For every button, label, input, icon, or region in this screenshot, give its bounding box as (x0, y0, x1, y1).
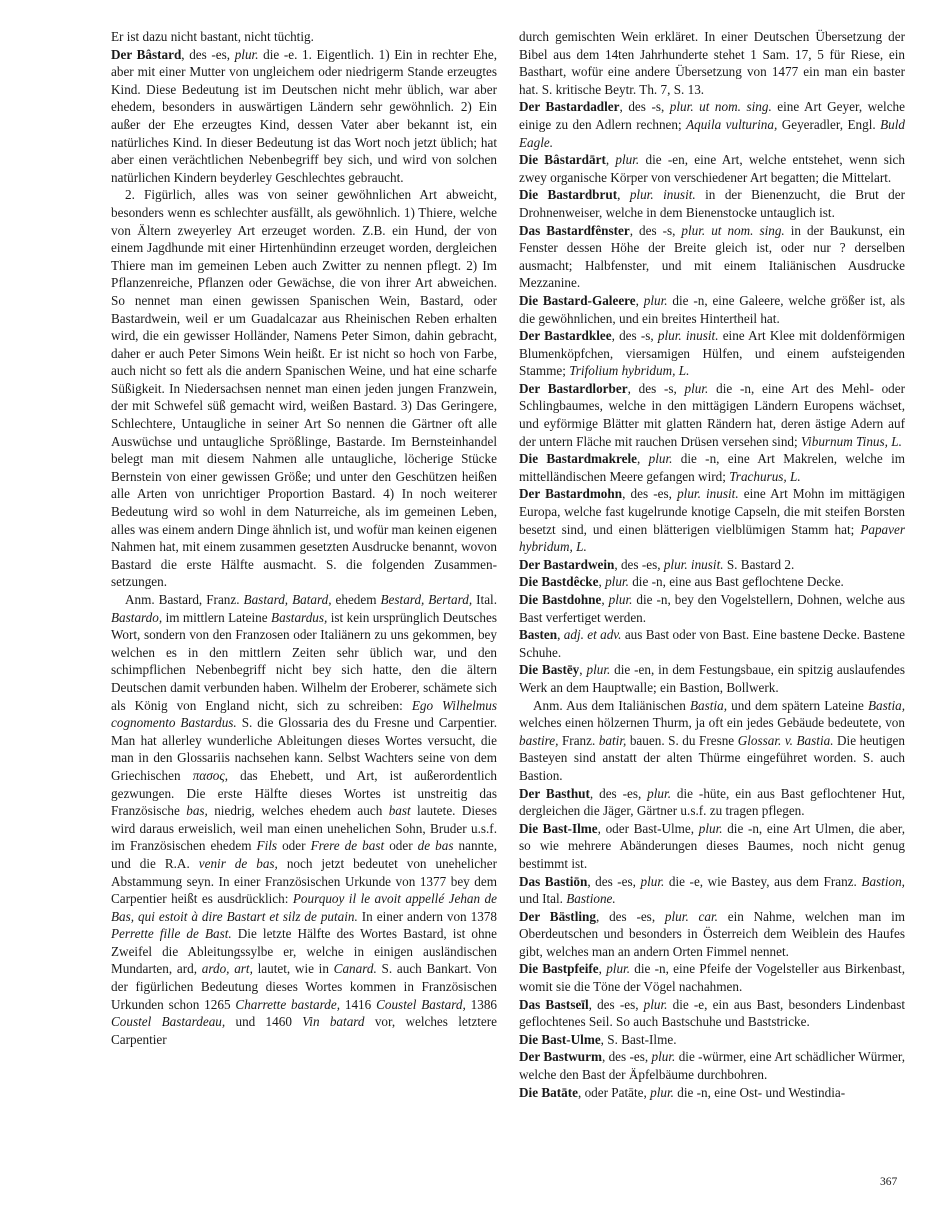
headword: Der Bästling (519, 908, 596, 924)
entry-text: lautete. Dieses wird daraus erweislich, weil man einen unehelichen Sohn, Bruder u.s.f. im Französischen ehedem (111, 803, 497, 854)
italic-text: Glossar. v. Bastia. (737, 732, 834, 748)
entry-text: in der Baukunst, ein Fenster dessen Höhe der Breite gleich ist, oder nur ? derselben ausmacht; Halbfenster, und mit einem Italiänischen Ausdrucke Mezzanine. (519, 222, 905, 291)
italic-text: Perrette fille de Bast. (111, 926, 232, 942)
italic-text: plur. (608, 592, 633, 607)
entry-text: Anm. Aus dem Italiänischen (533, 697, 690, 713)
right-entry (519, 996, 905, 1031)
right-entry (519, 960, 905, 995)
entry-text: die -en, eine Art, welche entstehet, wenn sich zwey organische Körper von verschiedener Art begatten; die Mittelart. (519, 152, 905, 185)
entry-text: , (579, 662, 587, 678)
headword: Das Bastseīl (519, 996, 589, 1012)
italic-text: ardo, art, (201, 961, 253, 977)
headword: Basten (519, 627, 558, 643)
italic-text: Bestard, Bertard, (380, 592, 473, 607)
entry-text: die -würmer, eine Art schädlicher Würmer, welche den Bast der Äpfelbäume durchbohren. (519, 1049, 906, 1083)
headword: Die Bâstardārt (519, 152, 606, 168)
italic-text: Charrette bastarde, (235, 996, 341, 1012)
italic-text: plur. inusit. (663, 556, 724, 572)
entry-text: Die letzte Hälfte des Wortes Bastard, ist ohne Zweifel die Ableitungssylbe er, welche in einigen ausländischen Mundarten, ard, (111, 926, 497, 977)
right-entry (519, 820, 905, 873)
italic-text: Coustel Bastard, (376, 996, 466, 1012)
entry-text: vor, welches letztere Carpentier (111, 1014, 498, 1047)
right-entry (519, 873, 905, 908)
entry-text: , des -es, (181, 46, 235, 62)
italic-text: plur. (643, 996, 668, 1012)
right-entry (519, 292, 905, 327)
entry-text: Er ist dazu nicht bastant, nicht tüchtig. (111, 29, 314, 44)
entry-text: S. Bastard 2. (723, 556, 795, 572)
entry-text: die -en, in dem Festungsbaue, ein spitzig auslaufendes Werk an dem Hauptwalle; ein Bastion, Bollwerk. (519, 662, 906, 695)
entry-text: ist kein ursprünglich Deutsches Wort, sondern von den Franzosen oder Italiänern zu uns gekommen, bey welchen es in den mittlern Zeiten sehr üblich war, und den schimpflichen Nebenbegriff nicht bey sich hatte, den die ältern Deutschen damit verbunden haben. Wilhelm der Eroberer, schämete sich als König von England nicht, sich zu schreiben: (111, 609, 497, 713)
entry-text: 1386 (465, 996, 498, 1012)
entry-text: Anm. Bastard, Franz. (125, 592, 244, 607)
italic-text: plur. (648, 451, 673, 467)
italic-text: Bastardus, (271, 609, 328, 625)
headword: Die Bastard-Galeere (519, 292, 636, 308)
right-entry (519, 450, 905, 485)
entry-text: , oder Bast-Ulme, (597, 820, 699, 836)
entry-text: , (598, 574, 606, 590)
entry-text: In einer andern von 1378 (357, 908, 497, 924)
italic-text: plur. (586, 662, 611, 678)
italic-text: Trifolium hybridum, L. (569, 363, 690, 379)
italic-text: batir, (598, 732, 627, 748)
entry-text: Franz. (558, 732, 599, 748)
italic-text: Ego Wilhelmus cognomento Bastardus. (111, 697, 497, 731)
headword: Der Bastardwein (519, 556, 615, 572)
headword: Das Bastardfênster (519, 222, 630, 238)
entry-text: die -n, eine Ost- und Westindia- (673, 1084, 846, 1100)
left-entry (111, 46, 497, 187)
entry-text: nannte, und die R.A. (111, 838, 497, 871)
right-entry (519, 661, 905, 696)
entry-text: , oder Patāte, (577, 1084, 651, 1100)
italic-text: Vin batard (302, 1014, 365, 1030)
entry-text: durch gemischten Wein erkläret. In einer Deutschen Übersetzung der Bibel aus dem 14ten Jahrhunderte stehet 1 Sam. 17, 5 für Riese, ein Basthart, wofür eine andere Übersetzung von 1477 ein man ein baster hat. S. kritische Beytr. Th. 7, S. 13. (519, 29, 905, 97)
right-entry (519, 485, 905, 555)
italic-text: πασος (192, 767, 225, 783)
entry-text: oder (277, 838, 311, 854)
entry-text: 2. Figürlich, alles was von seiner gewöhnlichen Art abweicht, besonders wenn es schlechter ausfällt, als gewöhnlich. 1) Thiere, welche von Ältern zweyerley Art erzeuget worden. Z.B. ein Hund, der von einem Jagdhunde mit einer Hirtenhündinn erzeuget worden, dergleichen Thiere man im gemeinen Leben auch Zwitter zu nennen pflegt. 2) Im Pflanzenreiche, Pflanzen oder Gewächse, die von ihrer Art abweichen. So nennet man einen gewissen Spanischen Wein, Bastard, oder Bastardwein, weil er um Guadalcazar aus Rheinischen Reben erhalten wird, die ein gewisser Holländer, Namens Peter Simon, dahin gebracht, daher er auch Peter Simons Wein heißt. Er ist nicht so hoch von Farbe, auch nicht so fett als die andern Spanischen Weine, und hat eine scharfe Süßigkeit. In Niedersachsen nennet man einen jeden jungen Franzwein, der mit Schwefel süß gemacht wird, weißen Bastard. 3) Das Geringere, Schlechtere, Untaugliche in seiner Art So nennen die Gärtner oft alle Auswüchse und untaugliche Sprößlinge, Bastarde. Im Bernsteinhandel belegt man mit diesem Nahmen alle untaugliche, löcherige Stücke Bernstein von einer gewissen Größe; und unter den Geschützen heißen alle Arten von unrichtiger Proportion Bastard. 4) In noch weiterer Bedeutung wird so wohl in dem Naturreiche, als im gemeinen Leben, alles was einem andern Dinge ähnlich ist, und wofür man keinen eigenen Nahmen hat, mit einem zusammen gesetzten Ausdrucke benannt, wovon Bastard die erste Hälfte ausmacht. S. die folgenden Zusammensetzungen. (111, 187, 497, 590)
headword: Der Bastwurm (519, 1049, 602, 1065)
italic-text: adj. et adv. (563, 627, 622, 643)
entry-text: , des -es, (622, 486, 678, 502)
italic-text: Papaver hybridum, L. (519, 521, 905, 555)
italic-text: Bastia, (690, 697, 727, 713)
right-column (519, 28, 905, 1101)
entry-text: die -n, eine Art des Mehl- oder Schlingbaumes, welche in den mittägigen Ländern Europens wächset, und eyförmige Blätter mit glatten Rändern hat, deren ästige Adern auf der untern Fläche mit rauchen Drüsen versehen sind; (519, 380, 906, 449)
italic-text: Buld Eagle. (519, 116, 905, 150)
italic-text: plur. inusit. (677, 486, 739, 502)
entry-text: ein Nahme, welchen man im Oberdeutschen und besonders in Österreich dem Weiblein des Haufes gibt, welches man an andern Orten Fimmel nennet. (519, 908, 905, 959)
right-entry (519, 186, 905, 221)
italic-text: Pourquoy il le avoit appellé Jehan de Bas, qui estoit à dire Bastart et silz de putain. (111, 891, 497, 924)
italic-text: plur. (606, 961, 631, 977)
entry-text: , des -s, (627, 380, 685, 396)
entry-text: die -n, eine Galeere, welche größer ist, als die gewöhnlichen, und ein breites Hintertheil hat. (519, 292, 905, 326)
headword: Die Bastdêcke (519, 574, 599, 590)
entry-text: 1416 (340, 996, 377, 1012)
entry-text: die -e. 1. Eigentlich. 1) Ein in rechter Ehe, aber mit einer Mutter von ungleichem oder niedrigerm Stande erzeugtes Kind. Diese Bedeutung ist im Deutschen nicht mehr üblich, war aber ehedem, besonders in auswärtigen Ländern sehr gewöhnlich. 2) Ein außer der Ehe erzeugtes Kind, dessen Vater aber bekannt ist, ein natürliches Kind. In dieser Bedeutung ist das Wort noch jetzt üblich; hat aber einen verächtlichen Nebenbegriff bey sich, und wird von solchen natürlichen Kindern beyderley Geschlechtes gebraucht. (111, 46, 497, 185)
entry-text: die -n, eine Pfeife der Vogelsteller aus Birkenbast, womit sie die Töne der Vögel nachahmen. (519, 961, 905, 995)
entry-text: die -n, eine Art Ulmen, die aber, so wie mehrere Abänderungen dieses Baumes, noch nicht genug bestimmt ist. (519, 820, 905, 871)
page-number: 367 (880, 1176, 898, 1188)
entry-text: eine Art Geyer, welche einige zu den Adlern rechnen; (519, 99, 905, 132)
italic-text: Bastion, (861, 873, 905, 889)
headword: Die Bastardbrut (519, 187, 618, 203)
headword: Der Bastardklee (519, 328, 612, 344)
entry-text: , des -s, (629, 222, 682, 238)
italic-text: bas, (186, 803, 208, 819)
right-entry (519, 151, 905, 186)
italic-text: plur. (698, 820, 723, 836)
italic-text: plur. (605, 574, 629, 590)
entry-text: , (617, 187, 630, 203)
left-entry (111, 28, 497, 46)
headword: Der Bastardlorber (519, 380, 628, 396)
entry-text: noch jetzt bedeutet von unehelicher Abstammung seyn. In einer Französischen Urkunde von 1377 bey dem Carpentier heißt es ausdrücklich: (111, 855, 497, 907)
entry-text: , des -s, (611, 328, 658, 344)
entry-text: S. auch Bankart. Von der figürlichen Bedeutung dieses Wortes kommen in Französischen Urkunden schon 1265 (111, 961, 498, 1012)
right-entry (519, 380, 905, 450)
italic-text: plur. car. (664, 908, 718, 924)
entry-text: die -n, bey den Vogelstellern, Dohnen, welche aus Bast verfertiget werden. (519, 592, 906, 625)
right-entry (519, 98, 905, 151)
italic-text: plur. (640, 873, 665, 889)
entry-text: , des -s, (619, 99, 670, 115)
entry-text: , (601, 592, 609, 607)
headword: Die Bastdohne (519, 592, 602, 607)
entry-text: , das Ehebett, und Art, ist außerordentlich gezwungen. Die erste Hälfte dieses Wortes ist unstreitig das Französische (111, 767, 497, 819)
headword: Die Batāte (519, 1084, 578, 1100)
italic-text: bastire, (519, 732, 559, 748)
entry-text: , des -es, (588, 996, 644, 1012)
headword: Die Bastēy (519, 662, 580, 678)
italic-text: Frere de bast (310, 838, 385, 854)
right-entry (519, 1031, 905, 1049)
headword: Die Bastpfeife (519, 961, 599, 977)
italic-text: plur. (643, 292, 668, 308)
entry-text: Ital. (472, 592, 498, 607)
right-entry (519, 697, 905, 785)
italic-text: plur. (684, 380, 709, 396)
right-entry (519, 222, 905, 292)
entry-text: , des -es, (614, 556, 664, 572)
entry-text: S. die Glossaria des du Fresne und Carpentier. Man hat allerley wunderliche Ableitungen dieses Wortes versucht, die man in den Glossariis nachsehen kann. Selbst Wachters seine von dem Griechischen (111, 715, 497, 783)
italic-text: plur. inusit. (629, 187, 696, 203)
italic-text: plur. inusit. (657, 328, 719, 344)
entry-text: , des -es, (601, 1049, 652, 1065)
headword: Die Bastardmakrele (519, 451, 637, 467)
entry-text: die -n, eine aus Bast geflochtene Decke. (628, 574, 844, 590)
entry-text: eine Art Mohn im mittägigen Europa, welche fast kugelrunde knotige Capseln, die mit steifen Borsten besetzt sind, und einen blätterigen vielblümigen Stamm hat; (519, 486, 905, 537)
entry-text: eine Art Klee mit doldenförmigen Blumenköpfchen, viersamigen Hülfen, und einem aufsteigenden Stamme; (519, 328, 905, 379)
entry-text: lautet, wie in (252, 961, 334, 977)
entry-text: die -n, eine Art Makrelen, welche im mittelländischen Meere gefangen wird; (519, 451, 906, 484)
entry-text: Die heutigen Basteyen sind anstatt der alten Thürme eingeführet worden. S. auch Bastion. (519, 732, 906, 783)
entry-text: im mittlern Lateine (162, 609, 272, 625)
right-entry (519, 626, 905, 661)
italic-text: Fils (256, 838, 278, 854)
entry-text: , (598, 961, 607, 977)
entry-text: , des -es, (589, 785, 648, 801)
italic-text: Bastione. (566, 891, 616, 907)
italic-text: Viburnum Tinus, L. (800, 433, 902, 449)
headword: Die Bast-Ulme (519, 1031, 601, 1047)
entry-text: die -e, wie Bastey, aus dem Franz. (664, 873, 862, 889)
italic-text: Bastard, Batard, (243, 592, 332, 607)
italic-text: venir de bas, (198, 855, 278, 871)
entry-text: ehedem (331, 592, 381, 607)
entry-text: oder (384, 838, 418, 854)
italic-text: Coustel Bastardeau, (111, 1014, 226, 1030)
right-entry (519, 327, 905, 380)
right-entry (519, 573, 905, 591)
entry-text: die -e, ein aus Bast, besonders Lindenbast geflochtenes Seil. So auch Bastschuhe und Baststricke. (519, 996, 905, 1030)
entry-text: , S. Bast-Ilme. (600, 1031, 677, 1047)
right-entry (519, 1048, 905, 1083)
italic-text: plur. (651, 1049, 676, 1065)
entry-text: bauen. S. du Fresne (626, 732, 738, 748)
italic-text: plur. (615, 152, 640, 168)
italic-text: plur. ut nom. sing. (669, 99, 772, 115)
entry-text: welches einen hölzernen Thurm, ja oft ein jedes Gebäude bedeutete, von (519, 715, 905, 731)
entry-text: , (636, 451, 649, 467)
entry-text: , des -es, (595, 908, 665, 924)
italic-text: bast (388, 803, 411, 819)
entry-text: , (605, 152, 616, 168)
entry-text: und Ital. (519, 891, 567, 907)
headword: Der Bâstard (111, 46, 182, 62)
entry-text: , (557, 627, 564, 643)
right-entry (519, 785, 905, 820)
entry-text: und 1460 (225, 1014, 303, 1030)
italic-text: de bas (417, 838, 454, 854)
right-entry (519, 591, 905, 626)
right-entry (519, 1084, 905, 1102)
italic-text: Bastia, (868, 697, 905, 713)
italic-text: Aquila vulturina, (686, 116, 778, 132)
italic-text: Canard. (333, 961, 377, 977)
italic-text: plur. ut nom. sing. (681, 222, 785, 238)
italic-text: plur. (647, 785, 671, 801)
entry-text: die -hüte, ein aus Bast geflochtener Hut, dergleichen die Jäger, Gärtner u.s.f. zu tragen pflegen. (519, 785, 905, 819)
entry-text: aus Bast oder von Bast. Eine bastene Decke. Bastene Schuhe. (519, 627, 905, 660)
entry-text: in der Bienenzucht, die Brut der Drohnenweiser, welche in dem Bienenstocke untauglich ist. (519, 187, 906, 220)
headword: Der Basthut (519, 785, 590, 801)
entry-text: , des -es, (587, 873, 641, 889)
italic-text: plur. (234, 46, 259, 62)
right-entry (519, 556, 905, 574)
left-entry (111, 186, 497, 591)
entry-text: , (635, 292, 644, 308)
left-column (111, 28, 497, 1048)
italic-text: Bastardo, (111, 609, 163, 625)
headword: Das Bastiōn (519, 873, 588, 889)
right-entry (519, 908, 905, 961)
right-entry (519, 28, 905, 98)
headword: Der Bastardmohn (519, 486, 623, 502)
entry-text: Geyeradler, Engl. (777, 116, 881, 132)
headword: Die Bast-Ilme (519, 820, 598, 836)
italic-text: Trachurus, L. (729, 468, 801, 484)
headword: Der Bastardadler (519, 99, 620, 115)
left-entry (111, 591, 497, 1048)
entry-text: und dem spätern Lateine (727, 697, 868, 713)
italic-text: plur. (650, 1084, 674, 1100)
entry-text: niedrig, welches ehedem auch (207, 803, 389, 819)
